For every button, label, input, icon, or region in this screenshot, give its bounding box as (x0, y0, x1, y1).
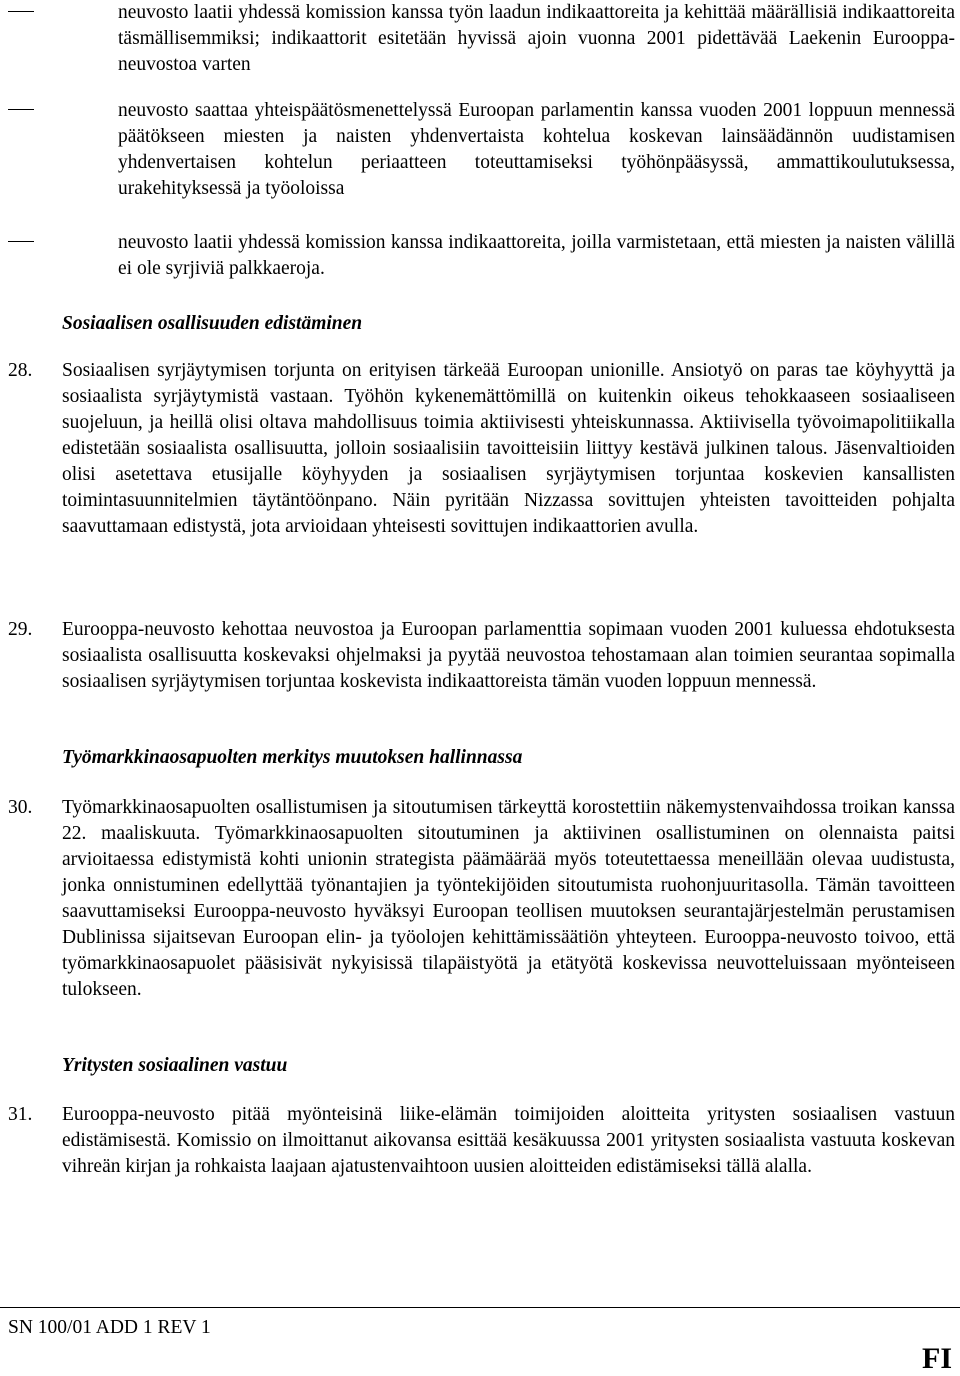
bullet-item (0, 0, 955, 78)
paragraph-number: 29. (8, 619, 33, 640)
numbered-paragraph (0, 358, 955, 540)
section-heading-csr: Yritysten sosiaalinen vastuu (62, 1055, 288, 1076)
bullet-text: neuvosto saattaa yhteispäätösmenettelyssä Euroopan parlamentin kanssa vuoden 2001 loppuun mennessä päätökseen miesten ja naisten yhdenvertaista kohtelua koskevan lainsäädännön uudistamisen yhdenvertaisen kohtelun periaatteen toteuttamiseksi työhönpääsyssä, ammattikoulutuksessa, urakehityksessä ja työoloissa (118, 100, 955, 199)
numbered-paragraph (0, 617, 955, 695)
dash-marker (8, 241, 34, 242)
dash-marker (8, 109, 34, 110)
paragraph-text: Eurooppa-neuvosto kehottaa neuvostoa ja Euroopan parlamenttia sopimaan vuoden 2001 kuluessa ehdotuksesta sosiaalista osallisuutta koskevaksi ohjelmaksi ja pyytää neuvostoa tehostamaan alan toimien seurantaa sopimalla sosiaalisen syrjäytymisen torjuntaa koskevista indikaattoreista tämän vuoden loppuun mennessä. (62, 619, 955, 692)
footer-divider (0, 1307, 960, 1308)
section-heading-social-inclusion: Sosiaalisen osallisuuden edistäminen (62, 313, 363, 334)
numbered-paragraph (0, 1102, 955, 1180)
dash-marker (8, 11, 34, 12)
language-code: FI (922, 1342, 952, 1375)
paragraph-number: 30. (8, 797, 33, 818)
paragraph-text: Eurooppa-neuvosto pitää myönteisinä liike-elämän toimijoiden aloitteita yritysten sosiaalisen vastuun edistämisestä. Komissio on ilmoittanut aikovansa esittää kesäkuussa 2001 yritysten sosiaalista vastuuta koskevan vihreän kirjan ja rohkaista laajaan ajatustenvaihtoon uusien aloitteiden edistämiseksi tällä alalla. (62, 1104, 955, 1177)
numbered-paragraph (0, 795, 955, 1003)
bullet-item (0, 230, 955, 282)
bullet-text: neuvosto laatii yhdessä komission kanssa työn laadun indikaattoreita ja kehittää määrällisiä indikaattoreita täsmällisemmiksi; indikaattorit esitetään hyvissä ajoin vuonna 2001 pidettävää Laekenin Eurooppa-neuvostoa varten (118, 2, 955, 75)
paragraph-text: Työmarkkinaosapuolten osallistumisen ja sitoutumisen tärkeyttä korostettiin näkemystenvaihdossa troikan kanssa 22. maaliskuuta. Työmarkkinaosapuolten sitoutuminen ja aktiivinen osallistuminen on olennaista paitsi arvioitaessa edistymistä kohti unionin strategista päämäärää myös toteutettaessa meneillään olevaa uudistusta, jonka onnistuminen edellyttää työnantajien ja työntekijöiden sitoutumista ruohonjuuritasolla. Tämän tavoitteen saavuttamiseksi Eurooppa-neuvosto hyväksyi Euroopan teollisen muutoksen seurantajärjestelmän perustamisen Dublinissa sijaitsevan Euroopan elin- ja työolojen kehittämissäätiön yhteyteen. Eurooppa-neuvosto toivoo, että työmarkkinaosapuolet pääsisivät nykyisissä tilapäistyötä ja etätyötä koskevissa neuvotteluissaan myönteiseen tulokseen. (62, 797, 955, 1000)
document-code: SN 100/01 ADD 1 REV 1 (8, 1317, 211, 1338)
section-heading-social-partners: Työmarkkinaosapuolten merkitys muutoksen hallinnassa (62, 747, 523, 768)
paragraph-number: 31. (8, 1104, 33, 1125)
paragraph-number: 28. (8, 360, 33, 381)
bullet-text: neuvosto laatii yhdessä komission kanssa indikaattoreita, joilla varmistetaan, että miesten ja naisten välillä ei ole syrjiviä palkkaeroja. (118, 232, 955, 279)
paragraph-text: Sosiaalisen syrjäytymisen torjunta on erityisen tärkeää Euroopan unionille. Ansiotyö on paras tae köyhyyttä ja sosiaalista syrjäytymistä vastaan. Työhön kykenemättömillä on kuitenkin oikeus tehokkaaseen sosiaaliseen suojeluun, ja heillä olisi oltava mahdollisuus toimia aktiivisesti yhteiskunnassa. Aktiivisella työvoimapolitiikalla edistetään sosiaalista osallisuutta, jolloin sosiaalisiin tavoitteisiin liittyy kestävä julkinen talous. Jäsenvaltioiden olisi asetettava etusijalle köyhyyden ja sosiaalisen syrjäytymisen torjuntaa koskevien kansallisten toimintasuunnitelmien täytäntöönpano. Näin pyritään Nizzassa sovittujen yhteisten tavoitteiden pohjalta saavuttamaan edistystä, jota arvioidaan yhteisesti sovittujen indikaattorien avulla. (62, 360, 955, 537)
bullet-item (0, 98, 955, 202)
